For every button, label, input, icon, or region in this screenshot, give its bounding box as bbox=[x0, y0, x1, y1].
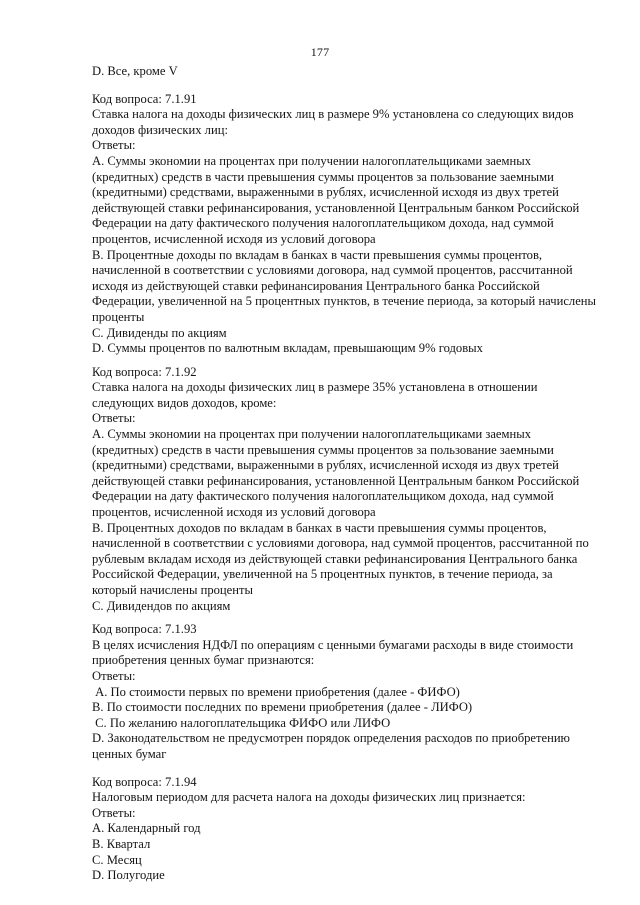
spacer bbox=[92, 357, 602, 365]
spacer bbox=[92, 80, 602, 92]
answer-line: В. Процентные доходы по вкладам в банках в части превышения суммы процентов, bbox=[92, 247, 543, 262]
answer-line: С. По желанию налогоплательщика ФИФО или ЛИФО bbox=[92, 715, 391, 730]
answer-line: начисленной в соответствии с условиями договора, над суммой процентов, рассчитанной по bbox=[92, 536, 589, 551]
answer-line: проценты bbox=[92, 309, 145, 324]
answer-line: Федерации, увеличенной на 5 процентных пунктов, в течение периода, за который начислены bbox=[92, 294, 597, 309]
question-code: Код вопроса: 7.1.91 bbox=[92, 91, 197, 106]
answer-line: начисленной в соответствии с условиями договора, над суммой процентов, рассчитанной bbox=[92, 263, 573, 278]
question-block-7-1-91 bbox=[92, 92, 602, 357]
answer-line: В. Квартал bbox=[92, 836, 151, 851]
answer-line: ценных бумаг bbox=[92, 746, 167, 761]
question-text-line: В целях исчисления НДФЛ по операциям с ценными бумагами расходы в виде стоимости bbox=[92, 637, 574, 652]
answer-line: А. По стоимости первых по времени приобретения (далее - ФИФО) bbox=[92, 684, 460, 699]
answer-line: Российской Федерации, увеличенной на 5 процентных пунктов, в течение периода, за bbox=[92, 567, 553, 582]
answer-line: (кредитных) средств в части превышения суммы процентов за пользование заемными bbox=[92, 442, 554, 457]
answer-line: Федерации на дату фактического получения налогоплательщиком дохода, над суммой bbox=[92, 216, 554, 231]
question-text-line: Налоговым периодом для расчета налога на доходы физических лиц признается: bbox=[92, 790, 526, 805]
question-code: Код вопроса: 7.1.94 bbox=[92, 774, 197, 789]
answer-line: действующей ставки рефинансирования, установленной Центральным банком Российской bbox=[92, 473, 580, 488]
intro-line: D. Все, кроме V bbox=[92, 64, 178, 78]
page-number: 177 bbox=[310, 45, 330, 59]
answers-label: Ответы: bbox=[92, 668, 136, 683]
answer-line: действующей ставки рефинансирования, установленной Центральным банком Российской bbox=[92, 200, 580, 215]
question-text-line: приобретения ценных бумаг признаются: bbox=[92, 653, 315, 668]
answer-line: А. Суммы экономии на процентах при получении налогоплательщиками заемных bbox=[92, 153, 531, 168]
answers-label: Ответы: bbox=[92, 805, 136, 820]
answer-line: рублевым вкладам исходя из действующей ставки рефинансирования Центрального банка bbox=[92, 551, 578, 566]
answer-line: В. По стоимости последних по времени приобретения (далее - ЛИФО) bbox=[92, 700, 473, 715]
answer-line: В. Процентных доходов по вкладам в банках в части превышения суммы процентов, bbox=[92, 520, 547, 535]
answer-line: D. Законодательством не предусмотрен порядок определения расходов по приобретению bbox=[92, 731, 570, 746]
page-content bbox=[92, 64, 602, 884]
answer-line: D. Полугодие bbox=[92, 868, 165, 883]
spacer bbox=[92, 614, 602, 622]
question-block-7-1-94 bbox=[92, 775, 602, 884]
question-text-line: Ставка налога на доходы физических лиц в размере 9% установлена со следующих видов bbox=[92, 107, 574, 122]
question-block-7-1-92 bbox=[92, 365, 602, 615]
answers-label: Ответы: bbox=[92, 138, 136, 153]
answer-line: С. Дивидендов по акциям bbox=[92, 598, 231, 613]
question-code: Код вопроса: 7.1.92 bbox=[92, 364, 197, 379]
answer-line: С. Дивиденды по акциям bbox=[92, 325, 227, 340]
question-code: Код вопроса: 7.1.93 bbox=[92, 622, 197, 637]
answer-line: (кредитных) средств в части превышения суммы процентов за пользование заемными bbox=[92, 169, 554, 184]
answer-line: процентов, исчисленной исходя из условий договора bbox=[92, 505, 376, 520]
answer-line: (кредитными) средствами, выраженными в рублях, исчисленной исходя из двух третей bbox=[92, 458, 559, 473]
question-text-line: доходов физических лиц: bbox=[92, 122, 228, 137]
answer-line: процентов, исчисленной исходя из условий договора bbox=[92, 231, 376, 246]
answers-label: Ответы: bbox=[92, 411, 136, 426]
answer-line: А. Суммы экономии на процентах при получении налогоплательщиками заемных bbox=[92, 427, 531, 442]
answer-line: исходя из действующей ставки рефинансирования Центрального банка Российской bbox=[92, 278, 540, 293]
question-text-line: следующих видов доходов, кроме: bbox=[92, 395, 277, 410]
answer-line: который начислены проценты bbox=[92, 583, 253, 597]
answer-line: D. Суммы процентов по валютным вкладам, превышающим 9% годовых bbox=[92, 341, 483, 356]
answer-line: (кредитными) средствами, выраженными в рублях, исчисленной исходя из двух третей bbox=[92, 185, 559, 200]
answer-line: Федерации на дату фактического получения налогоплательщиком дохода, над суммой bbox=[92, 489, 554, 504]
question-block-7-1-93 bbox=[92, 622, 602, 762]
question-text-line: Ставка налога на доходы физических лиц в размере 35% установлена в отношении bbox=[92, 380, 538, 395]
answer-line: А. Календарный год bbox=[92, 821, 201, 836]
answer-line: С. Месяц bbox=[92, 852, 142, 867]
spacer bbox=[92, 763, 602, 775]
